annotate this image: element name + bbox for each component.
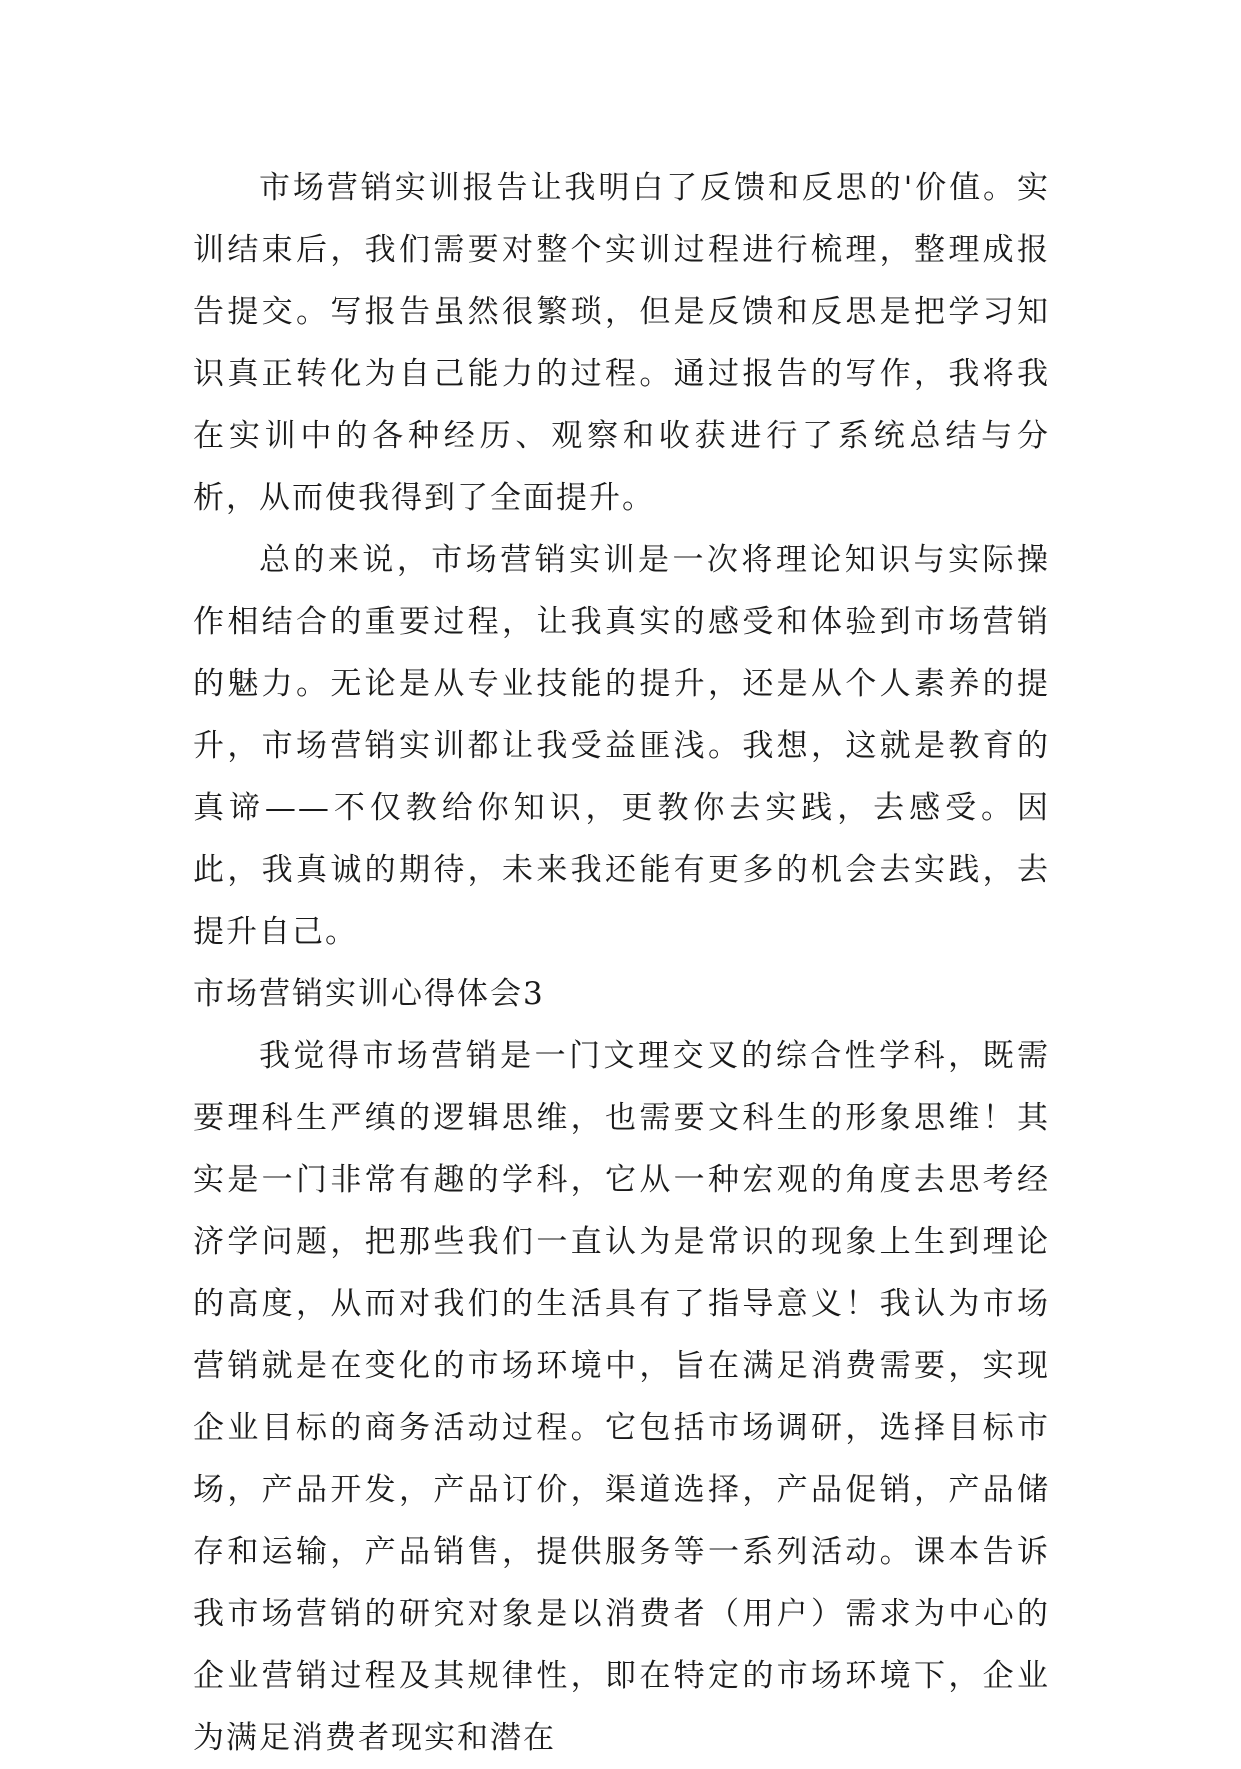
paragraph-summary: 总的来说，市场营销实训是一次将理论知识与实际操作相结合的重要过程，让我真实的感受和体验到市场营销的魅力。无论是从专业技能的提升，还是从个人素养的提升，市场营销实训都让我受益匪浅。我想，这就是教育的真谛——不仅教给你知识，更教你去实践，去感受。因此，我真诚的期待，未来我还能有更多的机会去实践，去提升自己。	[193, 542, 1050, 950]
paragraph-marketing-discipline: 我觉得市场营销是一门文理交叉的综合性学科，既需要理科生严缜的逻辑思维，也需要文科生的形象思维！其实是一门非常有趣的学科，它从一种宏观的角度去思考经济学问题，把那些我们一直认为是常识的现象上生到理论的高度，从而对我们的生活具有了指导意义！我认为市场营销就是在变化的市场环境中，旨在满足消费需要，实现企业目标的商务活动过程。它包括市场调研，选择目标市场，产品开发，产品订价，渠道选择，产品促销，产品储存和运输，产品销售，提供服务等一系列活动。课本告诉我市场营销的研究对象是以消费者（用户）需求为中心的企业营销过程及其规律性，即在特定的市场环境下，企业为满足消费者现实和潜在	[193, 1038, 1050, 1756]
section-heading: 市场营销实训心得体会3	[193, 976, 545, 1012]
paragraph-feedback-reflection: 市场营销实训报告让我明白了反馈和反思的'价值。实训结束后，我们需要对整个实训过程进行梳理，整理成报告提交。写报告虽然很繁琐，但是反馈和反思是把学习知识真正转化为自己能力的过程。通过报告的写作，我将我在实训中的各种经历、观察和收获进行了系统总结与分析，从而使我得到了全面提升。	[193, 170, 1050, 516]
document-body	[193, 157, 1050, 1769]
